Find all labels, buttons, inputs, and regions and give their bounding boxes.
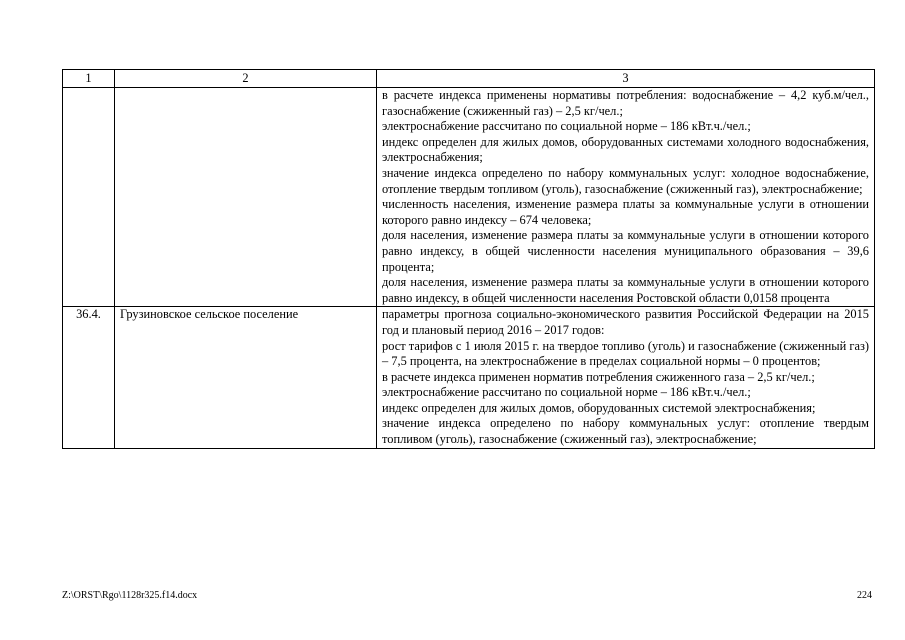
column-header: 3 (377, 70, 875, 88)
table-row (63, 88, 875, 307)
row-number: 36.4. (63, 307, 115, 448)
paragraph: доля населения, изменение размера платы за коммунальные услуги в отношении которого равно индексу, в общей численности населения муниципального образования – 39,6 процента; (382, 228, 869, 274)
paragraph: доля населения, изменение размера платы за коммунальные услуги в отношении которого равно индексу, в общей численности населения Ростовской области 0,0158 процента (382, 275, 869, 305)
paragraph: электроснабжение рассчитано по социальной норме – 186 кВт.ч./чел.; (382, 385, 751, 400)
page-number: 224 (857, 590, 872, 601)
paragraph: значение индекса определено по набору коммунальных услуг: холодное водоснабжение, отопление твердым топливом (уголь), газоснабжение (сжиженный газ), электроснабжение; (382, 165, 869, 196)
row-name: Грузиновское сельское поселение (115, 307, 377, 448)
paragraph: электроснабжение рассчитано по социальной норме – 186 кВт.ч./чел.; (382, 119, 751, 134)
row-description (377, 307, 875, 448)
data-table (62, 69, 875, 449)
paragraph: в расчете индекса применен норматив потребления сжиженного газа – 2,5 кг/чел.; (382, 369, 815, 384)
file-path: Z:\ORST\Rgo\1128r325.f14.docx (62, 590, 198, 601)
table-header-row (63, 70, 875, 88)
column-header: 2 (115, 70, 377, 88)
paragraph: рост тарифов с 1 июля 2015 г. на твердое топливо (уголь) и газоснабжение (сжиженный газ) – 7,5 процента, на электроснабжение в пределах социальной нормы – 0 процентов; (382, 338, 869, 369)
row-description (377, 88, 875, 307)
paragraph: значение индекса определено по набору коммунальных услуг: отопление твердым топливом (уголь), газоснабжение (сжиженный газ), электроснабжение; (382, 416, 869, 447)
paragraph: индекс определен для жилых домов, оборудованных системой электроснабжения; (382, 400, 816, 415)
paragraph: численность населения, изменение размера платы за коммунальные услуги в отношении которого равно индексу – 674 человека; (382, 197, 869, 227)
paragraph: в расчете индекса применены нормативы потребления: водоснабжение – 4,2 куб.м/чел., газоснабжение (сжиженный газ) – 2,5 кг/чел.; (382, 88, 869, 118)
paragraph: индекс определен для жилых домов, оборудованных системами холодного водоснабжения, электроснабжения; (382, 134, 869, 165)
table-row (63, 307, 875, 448)
row-number (63, 88, 115, 307)
row-name (115, 88, 377, 307)
column-header: 1 (63, 70, 115, 88)
paragraph: параметры прогноза социально-экономического развития Российской Федерации на 2015 год и плановый период 2016 – 2017 годов: (382, 307, 869, 337)
